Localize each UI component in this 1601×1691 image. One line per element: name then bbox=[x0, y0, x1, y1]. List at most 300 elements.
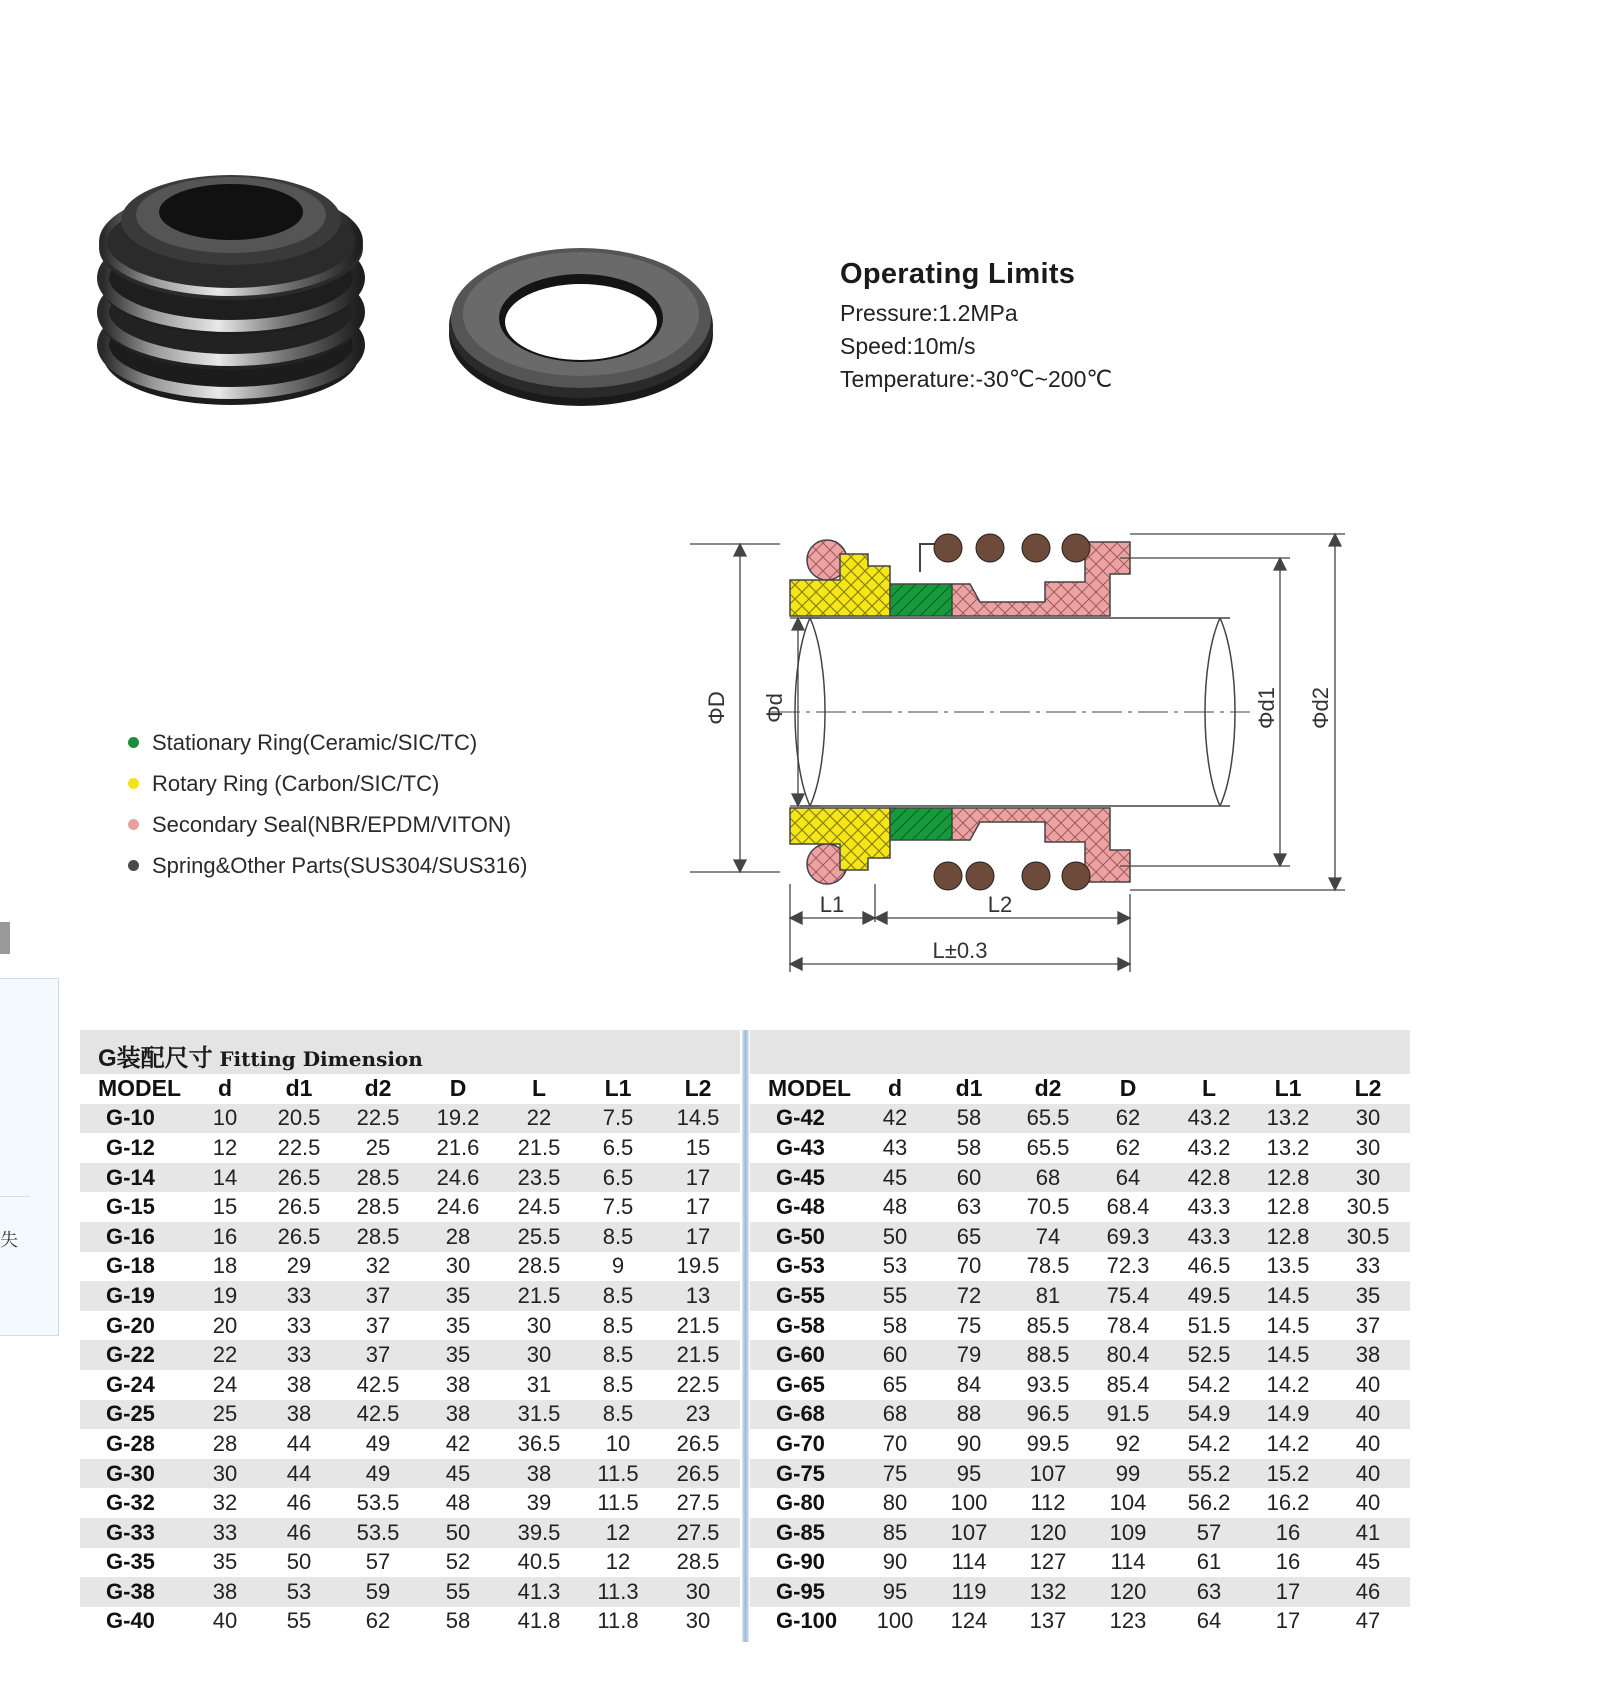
secondary-seal-swatch bbox=[128, 819, 139, 830]
model-cell: G-65 bbox=[776, 1371, 825, 1397]
col-header: MODEL bbox=[768, 1075, 852, 1102]
table-row bbox=[750, 1459, 1410, 1489]
legend-stationary-ring bbox=[128, 722, 598, 763]
value-cell: 59 bbox=[338, 1577, 418, 1607]
value-cell: 124 bbox=[950, 1608, 988, 1634]
value-cell: 55 bbox=[418, 1577, 498, 1607]
legend-rotary-ring bbox=[128, 763, 598, 804]
value-cell: 37 bbox=[1355, 1312, 1381, 1338]
table-row bbox=[750, 1518, 1410, 1548]
value-cell: 38 bbox=[190, 1577, 260, 1607]
value-cell: 100 bbox=[876, 1608, 914, 1634]
value-cell: 75.4 bbox=[1088, 1281, 1168, 1311]
value-cell: 50 bbox=[860, 1222, 930, 1252]
col-header: L2 bbox=[684, 1075, 712, 1102]
model-cell: G-10 bbox=[80, 1104, 190, 1134]
value-cell: 25.5 bbox=[498, 1222, 580, 1252]
value-cell: 112 bbox=[1030, 1490, 1066, 1516]
value-cell: 15 bbox=[212, 1194, 238, 1220]
value-cell: 60 bbox=[930, 1163, 1008, 1193]
value-cell: 62 bbox=[1115, 1134, 1141, 1160]
side-panel-text: 失 bbox=[0, 1230, 18, 1250]
value-cell: 24 bbox=[212, 1371, 238, 1397]
value-cell: 120 bbox=[1008, 1518, 1088, 1548]
value-cell: 30 bbox=[1355, 1134, 1381, 1160]
value-cell: 68 bbox=[860, 1400, 930, 1430]
value-cell: 72.3 bbox=[1106, 1253, 1150, 1279]
seal-cross-section-diagram bbox=[690, 522, 1370, 972]
value-cell: 10 bbox=[190, 1104, 260, 1134]
value-cell: 42.8 bbox=[1168, 1163, 1250, 1193]
value-cell: 64 bbox=[1196, 1608, 1222, 1634]
col-header: L1 bbox=[604, 1075, 632, 1102]
model-cell: G-42 bbox=[750, 1104, 860, 1134]
value-cell: 8.5 bbox=[580, 1340, 656, 1370]
value-cell: 20 bbox=[212, 1312, 238, 1338]
value-cell: 78.4 bbox=[1106, 1312, 1150, 1338]
value-cell: 57 bbox=[1168, 1518, 1250, 1548]
value-cell: 55 bbox=[860, 1281, 930, 1311]
value-cell: 120 bbox=[1088, 1577, 1168, 1607]
spring-coil bbox=[1022, 534, 1050, 562]
table-row bbox=[750, 1163, 1410, 1193]
table-row bbox=[750, 1192, 1410, 1222]
table-row bbox=[80, 1311, 740, 1341]
model-cell: G-18 bbox=[106, 1253, 155, 1279]
value-cell: 40 bbox=[1355, 1371, 1381, 1397]
value-cell: 61 bbox=[1196, 1549, 1222, 1575]
legend-spring-parts bbox=[128, 845, 598, 886]
value-cell: 50 bbox=[418, 1518, 498, 1548]
table-row bbox=[750, 1488, 1410, 1518]
value-cell: 88.5 bbox=[1008, 1340, 1088, 1370]
value-cell: 91.5 bbox=[1088, 1400, 1168, 1430]
value-cell: 28.5 bbox=[676, 1549, 720, 1575]
value-cell: 30 bbox=[526, 1312, 552, 1338]
model-cell: G-14 bbox=[80, 1163, 190, 1193]
model-cell: G-15 bbox=[106, 1194, 155, 1220]
value-cell: 13.5 bbox=[1266, 1253, 1310, 1279]
value-cell: 43.2 bbox=[1168, 1104, 1250, 1134]
value-cell: 30 bbox=[656, 1577, 740, 1607]
value-cell: 17 bbox=[656, 1222, 740, 1252]
value-cell: 10 bbox=[605, 1430, 631, 1456]
value-cell: 33 bbox=[286, 1312, 312, 1338]
model-cell: G-58 bbox=[776, 1312, 825, 1338]
value-cell: 39 bbox=[526, 1490, 552, 1516]
value-cell: 11.3 bbox=[580, 1577, 656, 1607]
model-cell: G-95 bbox=[750, 1577, 860, 1607]
value-cell: 52.5 bbox=[1168, 1340, 1250, 1370]
legend-secondary-seal bbox=[128, 804, 598, 845]
fitting-dimension-title bbox=[98, 1038, 423, 1073]
value-cell: 58 bbox=[882, 1312, 908, 1338]
value-cell: 78.5 bbox=[1026, 1253, 1070, 1279]
side-tab[interactable] bbox=[0, 922, 10, 954]
value-cell: 12 bbox=[605, 1549, 631, 1575]
table-body-right bbox=[750, 1104, 1410, 1637]
value-cell: 23.5 bbox=[498, 1163, 580, 1193]
value-cell: 49.5 bbox=[1168, 1281, 1250, 1311]
value-cell: 20.5 bbox=[260, 1104, 338, 1134]
value-cell: 53.5 bbox=[338, 1518, 418, 1548]
fitting-table-right bbox=[750, 1074, 1410, 1636]
value-cell: 50 bbox=[286, 1549, 312, 1575]
col-header: L bbox=[531, 1075, 547, 1102]
value-cell: 60 bbox=[860, 1340, 930, 1370]
table-divider bbox=[742, 1030, 749, 1642]
dim-label-D: ΦD bbox=[704, 691, 729, 725]
spring-parts-swatch bbox=[128, 860, 139, 871]
col-header: D bbox=[1119, 1075, 1137, 1102]
stationary-ring-bottom bbox=[890, 808, 952, 840]
value-cell: 30 bbox=[685, 1608, 711, 1634]
value-cell: 12.8 bbox=[1250, 1222, 1326, 1252]
model-cell: G-55 bbox=[750, 1281, 860, 1311]
value-cell: 62 bbox=[1088, 1104, 1168, 1134]
model-cell: G-53 bbox=[776, 1253, 825, 1279]
legend-label: Rotary Ring (Carbon/SIC/TC) bbox=[152, 770, 440, 796]
value-cell: 21.5 bbox=[498, 1281, 580, 1311]
value-cell: 48 bbox=[445, 1490, 471, 1516]
value-cell: 39.5 bbox=[498, 1518, 580, 1548]
value-cell: 26.5 bbox=[656, 1459, 740, 1489]
col-header: d bbox=[217, 1075, 233, 1102]
spring-coil bbox=[1062, 862, 1090, 890]
table-row bbox=[80, 1281, 740, 1311]
value-cell: 13 bbox=[656, 1281, 740, 1311]
value-cell: 14.5 bbox=[1250, 1281, 1326, 1311]
col-header: d1 bbox=[955, 1075, 983, 1102]
value-cell: 8.5 bbox=[580, 1400, 656, 1430]
value-cell: 6.5 bbox=[602, 1134, 634, 1160]
value-cell: 46.5 bbox=[1187, 1253, 1231, 1279]
spring-coil bbox=[1062, 534, 1090, 562]
value-cell: 12.8 bbox=[1250, 1163, 1326, 1193]
spring-coil bbox=[934, 534, 962, 562]
value-cell: 28 bbox=[212, 1430, 238, 1456]
value-cell: 85.4 bbox=[1106, 1371, 1150, 1397]
value-cell: 8.5 bbox=[602, 1312, 634, 1338]
value-cell: 36.5 bbox=[517, 1430, 561, 1456]
value-cell: 35 bbox=[445, 1312, 471, 1338]
fitting-table-left bbox=[80, 1074, 740, 1636]
table-row bbox=[750, 1577, 1410, 1607]
value-cell: 11.5 bbox=[580, 1459, 656, 1489]
model-cell: G-30 bbox=[80, 1459, 190, 1489]
value-cell: 23 bbox=[656, 1400, 740, 1430]
table-row bbox=[750, 1340, 1410, 1370]
operating-limits-title: Operating Limits bbox=[840, 258, 1076, 290]
value-cell: 15.2 bbox=[1250, 1459, 1326, 1489]
value-cell: 53 bbox=[260, 1577, 338, 1607]
value-cell: 32 bbox=[212, 1490, 238, 1516]
value-cell: 30 bbox=[498, 1340, 580, 1370]
dim-label-d2: Φd2 bbox=[1308, 686, 1333, 730]
value-cell: 26.5 bbox=[676, 1430, 720, 1456]
value-cell: 114 bbox=[951, 1549, 987, 1575]
value-cell: 75 bbox=[860, 1459, 930, 1489]
dim-label-L2: L2 bbox=[987, 892, 1013, 917]
table-row bbox=[750, 1281, 1410, 1311]
value-cell: 31.5 bbox=[498, 1400, 580, 1430]
value-cell: 46 bbox=[260, 1518, 338, 1548]
table-row bbox=[750, 1311, 1410, 1341]
value-cell: 13.2 bbox=[1266, 1134, 1310, 1160]
value-cell: 14.9 bbox=[1250, 1400, 1326, 1430]
value-cell: 49 bbox=[365, 1430, 391, 1456]
value-cell: 22 bbox=[498, 1104, 580, 1134]
rotary-ring-swatch bbox=[128, 778, 139, 789]
model-cell: G-100 bbox=[776, 1608, 838, 1634]
rotary-ring-bottom bbox=[790, 808, 890, 870]
legend-label: Spring&Other Parts(SUS304/SUS316) bbox=[152, 852, 528, 878]
value-cell: 70.5 bbox=[1026, 1194, 1070, 1220]
value-cell: 41.8 bbox=[517, 1608, 561, 1634]
value-cell: 80 bbox=[882, 1490, 908, 1516]
value-cell: 8.5 bbox=[602, 1371, 634, 1397]
value-cell: 107 bbox=[930, 1518, 1008, 1548]
value-cell: 38 bbox=[445, 1371, 471, 1397]
value-cell: 93.5 bbox=[1026, 1371, 1070, 1397]
value-cell: 127 bbox=[1029, 1549, 1067, 1575]
temperature-limit: Temperature:-30℃~200℃ bbox=[840, 366, 1113, 392]
model-cell: G-38 bbox=[80, 1577, 190, 1607]
value-cell: 14.5 bbox=[1266, 1312, 1310, 1338]
value-cell: 57 bbox=[365, 1549, 391, 1575]
value-cell: 8.5 bbox=[580, 1222, 656, 1252]
value-cell: 58 bbox=[956, 1134, 982, 1160]
value-cell: 35 bbox=[418, 1281, 498, 1311]
value-cell: 55 bbox=[286, 1608, 312, 1634]
model-cell: G-40 bbox=[106, 1608, 155, 1634]
value-cell: 16 bbox=[1275, 1549, 1301, 1575]
value-cell: 95 bbox=[860, 1577, 930, 1607]
value-cell: 80.4 bbox=[1088, 1340, 1168, 1370]
value-cell: 137 bbox=[1029, 1608, 1067, 1634]
value-cell: 63 bbox=[956, 1194, 982, 1220]
dim-label-d: Φd bbox=[762, 693, 787, 723]
value-cell: 29 bbox=[286, 1253, 312, 1279]
materials-legend bbox=[128, 722, 598, 886]
value-cell: 27.5 bbox=[676, 1490, 720, 1516]
value-cell: 48 bbox=[882, 1194, 908, 1220]
model-cell: G-25 bbox=[80, 1400, 190, 1430]
value-cell: 109 bbox=[1088, 1518, 1168, 1548]
value-cell: 40 bbox=[1355, 1430, 1381, 1456]
table-header-row bbox=[750, 1074, 1410, 1104]
value-cell: 21.5 bbox=[656, 1340, 740, 1370]
value-cell: 28 bbox=[418, 1222, 498, 1252]
value-cell: 92 bbox=[1115, 1430, 1141, 1456]
value-cell: 43.2 bbox=[1187, 1134, 1231, 1160]
table-row bbox=[80, 1607, 740, 1637]
speed-limit: Speed:10m/s bbox=[840, 333, 976, 359]
value-cell: 38 bbox=[286, 1371, 312, 1397]
model-cell: G-12 bbox=[106, 1134, 155, 1160]
value-cell: 9 bbox=[611, 1253, 625, 1279]
value-cell: 44 bbox=[286, 1430, 312, 1456]
value-cell: 51.5 bbox=[1187, 1312, 1231, 1338]
model-cell: G-32 bbox=[106, 1490, 155, 1516]
table-row bbox=[80, 1370, 740, 1400]
value-cell: 26.5 bbox=[277, 1194, 321, 1220]
stationary-ring-top bbox=[890, 584, 952, 616]
value-cell: 45 bbox=[1355, 1549, 1381, 1575]
model-cell: G-85 bbox=[750, 1518, 860, 1548]
value-cell: 79 bbox=[930, 1340, 1008, 1370]
value-cell: 72 bbox=[930, 1281, 1008, 1311]
value-cell: 99 bbox=[1088, 1459, 1168, 1489]
value-cell: 43.3 bbox=[1168, 1222, 1250, 1252]
table-row bbox=[80, 1518, 740, 1548]
table-header-row bbox=[80, 1074, 740, 1104]
value-cell: 24.6 bbox=[418, 1163, 498, 1193]
value-cell: 18 bbox=[212, 1253, 238, 1279]
value-cell: 107 bbox=[1008, 1459, 1088, 1489]
table-row bbox=[80, 1133, 740, 1163]
value-cell: 7.5 bbox=[602, 1194, 634, 1220]
table-body-left bbox=[80, 1104, 740, 1637]
stationary-ring-swatch bbox=[128, 737, 139, 748]
pressure-limit: Pressure:1.2MPa bbox=[840, 300, 1018, 326]
value-cell: 30 bbox=[445, 1253, 471, 1279]
value-cell: 19 bbox=[190, 1281, 260, 1311]
model-cell: G-48 bbox=[776, 1194, 825, 1220]
value-cell: 100 bbox=[950, 1490, 988, 1516]
value-cell: 28.5 bbox=[338, 1222, 418, 1252]
value-cell: 41.3 bbox=[498, 1577, 580, 1607]
value-cell: 54.2 bbox=[1187, 1430, 1231, 1456]
table-row bbox=[750, 1104, 1410, 1134]
value-cell: 16 bbox=[1250, 1518, 1326, 1548]
value-cell: 96.5 bbox=[1008, 1400, 1088, 1430]
value-cell: 74 bbox=[1008, 1222, 1088, 1252]
value-cell: 81 bbox=[1008, 1281, 1088, 1311]
model-cell: G-50 bbox=[750, 1222, 860, 1252]
value-cell: 14 bbox=[190, 1163, 260, 1193]
value-cell: 41 bbox=[1326, 1518, 1410, 1548]
model-cell: G-24 bbox=[106, 1371, 155, 1397]
table-row bbox=[80, 1577, 740, 1607]
value-cell: 58 bbox=[445, 1608, 471, 1634]
value-cell: 24.5 bbox=[517, 1194, 561, 1220]
value-cell: 17 bbox=[1250, 1577, 1326, 1607]
value-cell: 70 bbox=[882, 1430, 908, 1456]
spring-coil bbox=[1022, 862, 1050, 890]
col-header: L2 bbox=[1354, 1075, 1382, 1102]
value-cell: 38 bbox=[1326, 1340, 1410, 1370]
title-cn: G装配尺寸 bbox=[98, 1045, 213, 1072]
spring-coil bbox=[934, 862, 962, 890]
value-cell: 21.5 bbox=[517, 1134, 561, 1160]
value-cell: 14.2 bbox=[1266, 1371, 1310, 1397]
value-cell: 65.5 bbox=[1026, 1134, 1070, 1160]
value-cell: 49 bbox=[338, 1459, 418, 1489]
value-cell: 40 bbox=[1355, 1490, 1381, 1516]
value-cell: 64 bbox=[1088, 1163, 1168, 1193]
value-cell: 84 bbox=[956, 1371, 982, 1397]
operating-limits bbox=[840, 258, 1260, 396]
legend-label: Stationary Ring(Ceramic/SIC/TC) bbox=[152, 729, 478, 755]
value-cell: 17 bbox=[685, 1194, 711, 1220]
col-header: d2 bbox=[1034, 1075, 1062, 1102]
value-cell: 31 bbox=[526, 1371, 552, 1397]
value-cell: 25 bbox=[365, 1134, 391, 1160]
dim-label-L1: L1 bbox=[819, 892, 845, 917]
value-cell: 46 bbox=[286, 1490, 312, 1516]
seal-photo bbox=[86, 140, 376, 420]
dim-label-d1: Φd1 bbox=[1254, 686, 1279, 730]
value-cell: 33 bbox=[190, 1518, 260, 1548]
col-header: L1 bbox=[1274, 1075, 1302, 1102]
value-cell: 17 bbox=[1275, 1608, 1301, 1634]
value-cell: 54.9 bbox=[1168, 1400, 1250, 1430]
rotary-ring-top bbox=[790, 554, 890, 616]
value-cell: 21.6 bbox=[436, 1134, 480, 1160]
value-cell: 35 bbox=[212, 1549, 238, 1575]
model-cell: G-60 bbox=[750, 1340, 860, 1370]
value-cell: 46 bbox=[1326, 1577, 1410, 1607]
value-cell: 65.5 bbox=[1008, 1104, 1088, 1134]
value-cell: 16.2 bbox=[1266, 1490, 1310, 1516]
value-cell: 53 bbox=[882, 1253, 908, 1279]
value-cell: 30 bbox=[190, 1459, 260, 1489]
value-cell: 40.5 bbox=[517, 1549, 561, 1575]
value-cell: 7.5 bbox=[580, 1104, 656, 1134]
value-cell: 14.5 bbox=[1250, 1340, 1326, 1370]
value-cell: 27.5 bbox=[656, 1518, 740, 1548]
value-cell: 45 bbox=[418, 1459, 498, 1489]
value-cell: 19.5 bbox=[676, 1253, 720, 1279]
value-cell: 90 bbox=[956, 1430, 982, 1456]
value-cell: 33 bbox=[260, 1281, 338, 1311]
value-cell: 132 bbox=[1008, 1577, 1088, 1607]
value-cell: 22.5 bbox=[676, 1371, 720, 1397]
model-cell: G-16 bbox=[80, 1222, 190, 1252]
value-cell: 58 bbox=[930, 1104, 1008, 1134]
model-cell: G-19 bbox=[80, 1281, 190, 1311]
value-cell: 55.2 bbox=[1168, 1459, 1250, 1489]
value-cell: 70 bbox=[956, 1253, 982, 1279]
value-cell: 44 bbox=[260, 1459, 338, 1489]
side-panel bbox=[0, 978, 59, 1336]
value-cell: 40 bbox=[1326, 1400, 1410, 1430]
value-cell: 25 bbox=[190, 1400, 260, 1430]
model-cell: G-43 bbox=[776, 1134, 825, 1160]
table-row bbox=[750, 1252, 1410, 1282]
value-cell: 37 bbox=[338, 1281, 418, 1311]
value-cell: 56.2 bbox=[1187, 1490, 1231, 1516]
value-cell: 35 bbox=[418, 1340, 498, 1370]
value-cell: 11.8 bbox=[597, 1608, 639, 1634]
model-cell: G-33 bbox=[80, 1518, 190, 1548]
value-cell: 62 bbox=[365, 1608, 391, 1634]
table-row bbox=[750, 1400, 1410, 1430]
model-cell: G-28 bbox=[106, 1430, 155, 1456]
value-cell: 14.2 bbox=[1266, 1430, 1310, 1456]
value-cell: 47 bbox=[1355, 1608, 1381, 1634]
value-cell: 30.5 bbox=[1326, 1222, 1410, 1252]
value-cell: 24.6 bbox=[436, 1194, 480, 1220]
value-cell: 68.4 bbox=[1106, 1194, 1150, 1220]
value-cell: 26.5 bbox=[260, 1163, 338, 1193]
value-cell: 30 bbox=[1326, 1104, 1410, 1134]
value-cell: 42.5 bbox=[338, 1400, 418, 1430]
value-cell: 95 bbox=[930, 1459, 1008, 1489]
value-cell: 28.5 bbox=[356, 1194, 400, 1220]
value-cell: 26.5 bbox=[260, 1222, 338, 1252]
